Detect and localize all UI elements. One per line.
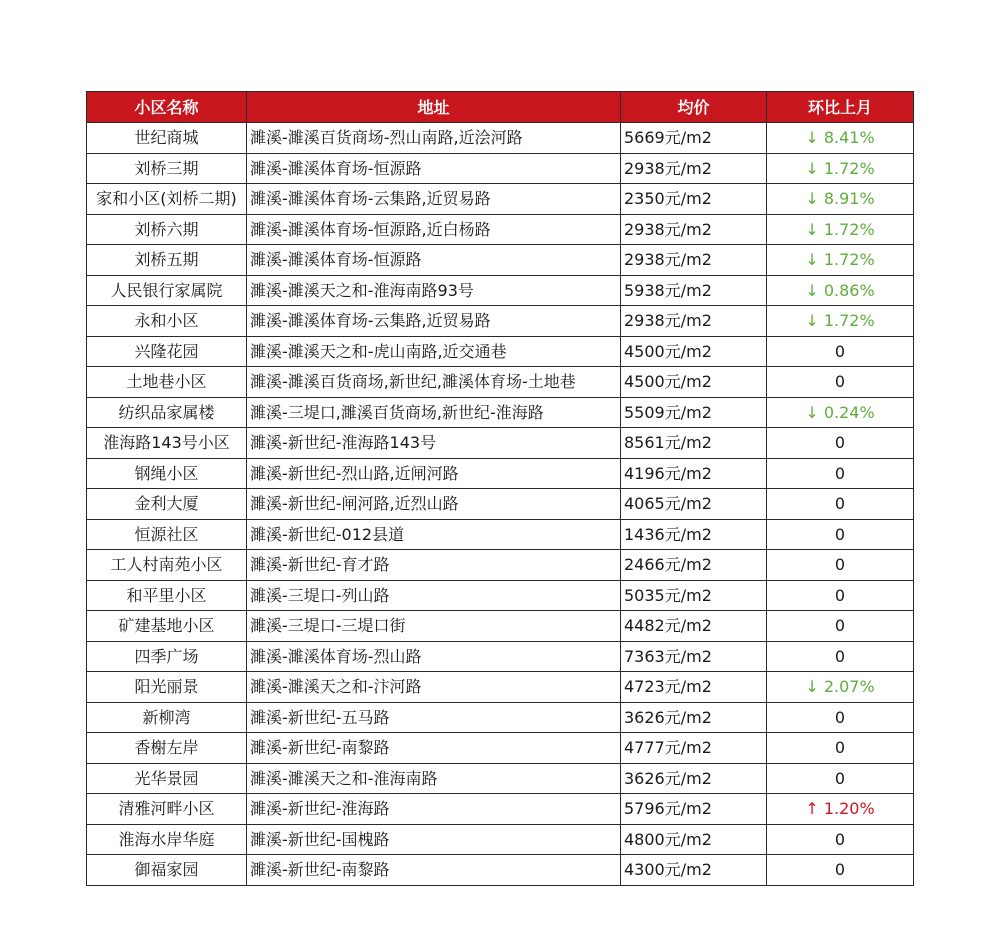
address-cell: 濉溪-三堤口-三堤口街 bbox=[247, 611, 621, 642]
table-header-row bbox=[87, 92, 914, 123]
month-change-cell: 0 bbox=[767, 458, 914, 489]
column-header-address: 地址 bbox=[247, 92, 621, 123]
housing-price-table bbox=[86, 91, 914, 886]
average-price-cell: 5938元/m2 bbox=[621, 275, 767, 306]
address-cell: 濉溪-濉溪体育场-烈山路 bbox=[247, 641, 621, 672]
community-name-cell: 家和小区(刘桥二期) bbox=[87, 184, 247, 215]
table-row bbox=[87, 397, 914, 428]
community-name-cell: 恒源社区 bbox=[87, 519, 247, 550]
average-price-cell: 4482元/m2 bbox=[621, 611, 767, 642]
month-change-cell: ↓ 1.72% bbox=[767, 245, 914, 276]
average-price-cell: 2466元/m2 bbox=[621, 550, 767, 581]
table-row bbox=[87, 489, 914, 520]
table-row bbox=[87, 428, 914, 459]
average-price-cell: 4723元/m2 bbox=[621, 672, 767, 703]
community-name-cell: 人民银行家属院 bbox=[87, 275, 247, 306]
month-change-cell: 0 bbox=[767, 550, 914, 581]
month-change-cell: ↓ 8.41% bbox=[767, 123, 914, 154]
community-name-cell: 淮海水岸华庭 bbox=[87, 824, 247, 855]
month-change-cell: 0 bbox=[767, 367, 914, 398]
community-name-cell: 刘桥三期 bbox=[87, 153, 247, 184]
table-row bbox=[87, 153, 914, 184]
average-price-cell: 7363元/m2 bbox=[621, 641, 767, 672]
average-price-cell: 4065元/m2 bbox=[621, 489, 767, 520]
table-row bbox=[87, 580, 914, 611]
table-row bbox=[87, 367, 914, 398]
month-change-cell: 0 bbox=[767, 733, 914, 764]
address-cell: 濉溪-濉溪天之和-汴河路 bbox=[247, 672, 621, 703]
month-change-cell: 0 bbox=[767, 611, 914, 642]
table-row bbox=[87, 123, 914, 154]
table-row bbox=[87, 214, 914, 245]
community-name-cell: 清雅河畔小区 bbox=[87, 794, 247, 825]
average-price-cell: 4800元/m2 bbox=[621, 824, 767, 855]
table-row bbox=[87, 824, 914, 855]
table-row bbox=[87, 855, 914, 886]
community-name-cell: 光华景园 bbox=[87, 763, 247, 794]
address-cell: 濉溪-新世纪-南黎路 bbox=[247, 855, 621, 886]
average-price-cell: 4500元/m2 bbox=[621, 336, 767, 367]
address-cell: 濉溪-三堤口-列山路 bbox=[247, 580, 621, 611]
community-name-cell: 阳光丽景 bbox=[87, 672, 247, 703]
table-row bbox=[87, 336, 914, 367]
community-name-cell: 刘桥五期 bbox=[87, 245, 247, 276]
month-change-cell: ↓ 1.72% bbox=[767, 214, 914, 245]
community-name-cell: 世纪商城 bbox=[87, 123, 247, 154]
table-row bbox=[87, 275, 914, 306]
address-cell: 濉溪-濉溪体育场-恒源路 bbox=[247, 153, 621, 184]
address-cell: 濉溪-新世纪-闸河路,近烈山路 bbox=[247, 489, 621, 520]
month-change-cell: 0 bbox=[767, 580, 914, 611]
average-price-cell: 2938元/m2 bbox=[621, 245, 767, 276]
table-row bbox=[87, 672, 914, 703]
community-name-cell: 淮海路143号小区 bbox=[87, 428, 247, 459]
month-change-cell: 0 bbox=[767, 489, 914, 520]
average-price-cell: 1436元/m2 bbox=[621, 519, 767, 550]
address-cell: 濉溪-濉溪百货商场,新世纪,濉溪体育场-土地巷 bbox=[247, 367, 621, 398]
month-change-cell: ↓ 2.07% bbox=[767, 672, 914, 703]
average-price-cell: 3626元/m2 bbox=[621, 702, 767, 733]
address-cell: 濉溪-濉溪体育场-恒源路 bbox=[247, 245, 621, 276]
table-row bbox=[87, 519, 914, 550]
average-price-cell: 4300元/m2 bbox=[621, 855, 767, 886]
address-cell: 濉溪-濉溪体育场-云集路,近贸易路 bbox=[247, 306, 621, 337]
average-price-cell: 2938元/m2 bbox=[621, 306, 767, 337]
average-price-cell: 4500元/m2 bbox=[621, 367, 767, 398]
community-name-cell: 永和小区 bbox=[87, 306, 247, 337]
community-name-cell: 新柳湾 bbox=[87, 702, 247, 733]
table-row bbox=[87, 733, 914, 764]
average-price-cell: 4777元/m2 bbox=[621, 733, 767, 764]
address-cell: 濉溪-新世纪-012县道 bbox=[247, 519, 621, 550]
community-name-cell: 四季广场 bbox=[87, 641, 247, 672]
community-name-cell: 和平里小区 bbox=[87, 580, 247, 611]
column-header-name: 小区名称 bbox=[87, 92, 247, 123]
month-change-cell: 0 bbox=[767, 702, 914, 733]
address-cell: 濉溪-濉溪体育场-恒源路,近白杨路 bbox=[247, 214, 621, 245]
community-name-cell: 御福家园 bbox=[87, 855, 247, 886]
month-change-cell: 0 bbox=[767, 763, 914, 794]
average-price-cell: 5035元/m2 bbox=[621, 580, 767, 611]
average-price-cell: 3626元/m2 bbox=[621, 763, 767, 794]
month-change-cell: ↓ 1.72% bbox=[767, 306, 914, 337]
community-name-cell: 金利大厦 bbox=[87, 489, 247, 520]
address-cell: 濉溪-濉溪百货商场-烈山南路,近浍河路 bbox=[247, 123, 621, 154]
address-cell: 濉溪-濉溪体育场-云集路,近贸易路 bbox=[247, 184, 621, 215]
address-cell: 濉溪-新世纪-育才路 bbox=[247, 550, 621, 581]
table-row bbox=[87, 702, 914, 733]
address-cell: 濉溪-濉溪天之和-虎山南路,近交通巷 bbox=[247, 336, 621, 367]
month-change-cell: 0 bbox=[767, 641, 914, 672]
address-cell: 濉溪-三堤口,濉溪百货商场,新世纪-淮海路 bbox=[247, 397, 621, 428]
month-change-cell: ↓ 0.86% bbox=[767, 275, 914, 306]
month-change-cell: ↑ 1.20% bbox=[767, 794, 914, 825]
average-price-cell: 8561元/m2 bbox=[621, 428, 767, 459]
table-row bbox=[87, 245, 914, 276]
address-cell: 濉溪-濉溪天之和-淮海南路 bbox=[247, 763, 621, 794]
table-row bbox=[87, 306, 914, 337]
month-change-cell: 0 bbox=[767, 428, 914, 459]
address-cell: 濉溪-新世纪-国槐路 bbox=[247, 824, 621, 855]
address-cell: 濉溪-新世纪-淮海路 bbox=[247, 794, 621, 825]
community-name-cell: 兴隆花园 bbox=[87, 336, 247, 367]
column-header-price: 均价 bbox=[621, 92, 767, 123]
table-row bbox=[87, 550, 914, 581]
community-name-cell: 钢绳小区 bbox=[87, 458, 247, 489]
address-cell: 濉溪-新世纪-南黎路 bbox=[247, 733, 621, 764]
month-change-cell: 0 bbox=[767, 519, 914, 550]
month-change-cell: ↓ 1.72% bbox=[767, 153, 914, 184]
table-body bbox=[87, 123, 914, 886]
month-change-cell: ↓ 8.91% bbox=[767, 184, 914, 215]
community-name-cell: 纺织品家属楼 bbox=[87, 397, 247, 428]
address-cell: 濉溪-新世纪-烈山路,近闸河路 bbox=[247, 458, 621, 489]
average-price-cell: 5796元/m2 bbox=[621, 794, 767, 825]
average-price-cell: 5509元/m2 bbox=[621, 397, 767, 428]
average-price-cell: 5669元/m2 bbox=[621, 123, 767, 154]
average-price-cell: 2350元/m2 bbox=[621, 184, 767, 215]
address-cell: 濉溪-新世纪-五马路 bbox=[247, 702, 621, 733]
table-row bbox=[87, 611, 914, 642]
community-name-cell: 工人村南苑小区 bbox=[87, 550, 247, 581]
community-name-cell: 土地巷小区 bbox=[87, 367, 247, 398]
community-name-cell: 刘桥六期 bbox=[87, 214, 247, 245]
month-change-cell: 0 bbox=[767, 855, 914, 886]
table-row bbox=[87, 458, 914, 489]
address-cell: 濉溪-新世纪-淮海路143号 bbox=[247, 428, 621, 459]
column-header-change: 环比上月 bbox=[767, 92, 914, 123]
table-row bbox=[87, 184, 914, 215]
average-price-cell: 2938元/m2 bbox=[621, 153, 767, 184]
table-row bbox=[87, 763, 914, 794]
month-change-cell: 0 bbox=[767, 824, 914, 855]
table-row bbox=[87, 794, 914, 825]
month-change-cell: 0 bbox=[767, 336, 914, 367]
table-row bbox=[87, 641, 914, 672]
community-name-cell: 香榭左岸 bbox=[87, 733, 247, 764]
average-price-cell: 4196元/m2 bbox=[621, 458, 767, 489]
month-change-cell: ↓ 0.24% bbox=[767, 397, 914, 428]
community-name-cell: 矿建基地小区 bbox=[87, 611, 247, 642]
average-price-cell: 2938元/m2 bbox=[621, 214, 767, 245]
address-cell: 濉溪-濉溪天之和-淮海南路93号 bbox=[247, 275, 621, 306]
